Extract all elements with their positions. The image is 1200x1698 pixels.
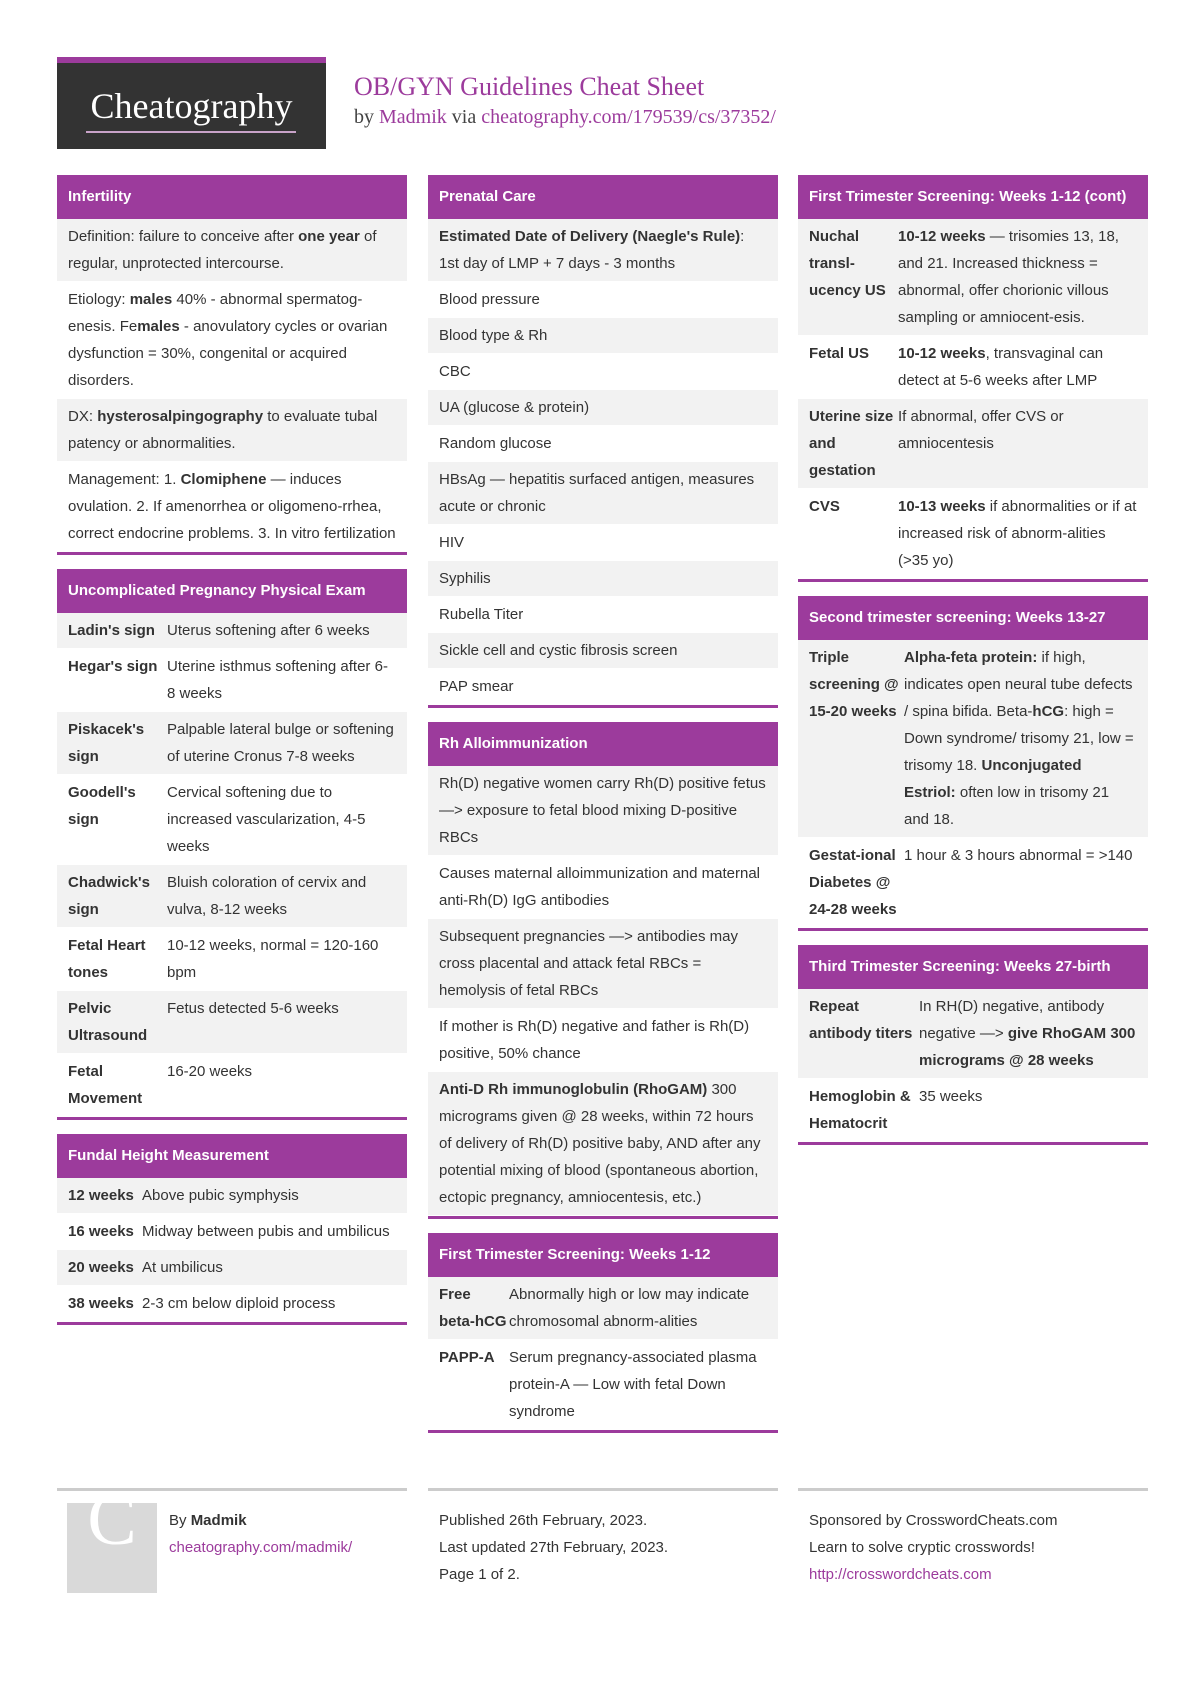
row-key: Uterine size and gestation xyxy=(809,408,894,479)
row-key: Goodell's sign xyxy=(68,784,136,828)
row-value xyxy=(167,1058,396,1112)
table-row xyxy=(57,865,407,928)
row-value xyxy=(167,869,396,923)
row-key: CVS xyxy=(809,498,840,515)
row-key: Pelvic Ultrasound xyxy=(68,1000,148,1044)
row-list xyxy=(57,613,407,1117)
bold-text: Clomiphene xyxy=(180,471,267,488)
row-value xyxy=(898,493,1137,574)
text: PAP smear xyxy=(439,678,514,695)
text: Syphilis xyxy=(439,570,491,587)
list-item xyxy=(428,766,778,856)
section-prenatal-care xyxy=(428,175,778,708)
row-key: Triple screening @ 15-20 weeks xyxy=(809,649,899,720)
text: Management: 1. xyxy=(68,471,181,488)
item-list xyxy=(57,219,407,552)
bold-text: Alpha-feta protein: xyxy=(904,649,1038,666)
text: HIV xyxy=(439,534,465,551)
list-item xyxy=(57,399,407,462)
section-third-trimester xyxy=(798,945,1148,1145)
row-value xyxy=(167,779,396,860)
column-2 xyxy=(428,175,778,1447)
table-row xyxy=(57,712,407,775)
list-item xyxy=(57,282,407,399)
item-list xyxy=(428,766,778,1216)
table-row xyxy=(798,1079,1148,1142)
list-item xyxy=(428,525,778,561)
bold-text: Estimated Date of Delivery (Naegle's Rule) xyxy=(439,228,741,245)
bold-text: 10-13 weeks xyxy=(898,498,986,515)
bold-text: hysterosalpingography xyxy=(97,408,264,425)
row-value xyxy=(898,340,1137,394)
table-row xyxy=(57,649,407,712)
text: , transvaginal can detect at 5-6 weeks after LMP xyxy=(898,345,1104,389)
text: DX: xyxy=(68,408,98,425)
section-title: Prenatal Care xyxy=(428,175,778,219)
footer-author-link[interactable]: cheatography.com/madmik/ xyxy=(169,1539,353,1556)
row-value xyxy=(142,1254,396,1281)
row-list xyxy=(798,640,1148,928)
section-title: Infertility xyxy=(57,175,407,219)
footer-sponsor-link[interactable]: http://crosswordcheats.com xyxy=(809,1566,992,1583)
list-item xyxy=(428,219,778,282)
text: At umbilicus xyxy=(142,1259,223,1276)
text: Serum pregnancy-associated plasma protein-A — Low with fetal Down syndrome xyxy=(509,1349,757,1420)
row-value xyxy=(167,932,396,986)
footer-sponsor-text xyxy=(809,1507,1057,1588)
section-title: First Trimester Screening: Weeks 1-12 xyxy=(428,1233,778,1277)
text: to evaluate tubal patency or abnormalities. xyxy=(68,408,378,452)
row-value xyxy=(142,1182,396,1209)
row-value xyxy=(167,995,396,1049)
table-row xyxy=(428,1277,778,1340)
row-value xyxy=(898,223,1137,331)
footer-page: Page 1 of 2. xyxy=(439,1566,520,1583)
table-row xyxy=(57,613,407,649)
row-key: 38 weeks xyxy=(68,1295,134,1312)
text: Causes maternal alloimmunization and maternal anti-Rh(D) IgG antibodies xyxy=(439,865,760,909)
table-row xyxy=(57,775,407,865)
footer-author xyxy=(57,1479,407,1598)
row-value xyxy=(919,993,1137,1074)
table-row xyxy=(57,1178,407,1214)
section-title: Uncomplicated Pregnancy Physical Exam xyxy=(57,569,407,613)
row-value xyxy=(898,403,1137,484)
section-first-trimester xyxy=(428,1233,778,1433)
text: Random glucose xyxy=(439,435,552,452)
text: Rh(D) negative women carry Rh(D) positive fetus —> exposure to fetal blood mixing D-positive RBCs xyxy=(439,775,766,846)
table-row xyxy=(798,219,1148,336)
page-title: OB/GYN Guidelines Cheat Sheet xyxy=(354,72,705,101)
text: - anovulatory cycles or ovarian dysfunction = 30%, congenital or acquired disorders. xyxy=(68,318,388,389)
list-item xyxy=(428,462,778,525)
row-list xyxy=(798,219,1148,579)
text: 2-3 cm below diploid process xyxy=(142,1295,336,1312)
logo-underline xyxy=(86,131,296,133)
text: Rubella Titer xyxy=(439,606,524,623)
section-first-trimester-cont xyxy=(798,175,1148,582)
table-row xyxy=(428,1340,778,1430)
text: : high = Down syndrome/ trisomy 21, low = trisomy 18. xyxy=(904,703,1134,774)
byline-url-link[interactable]: cheatography.com/179539/cs/37352/ xyxy=(481,106,776,128)
table-row xyxy=(798,489,1148,579)
row-list xyxy=(57,1178,407,1322)
list-item xyxy=(428,633,778,669)
text: If mother is Rh(D) negative and father is Rh(D) positive, 50% chance xyxy=(439,1018,750,1062)
row-key: Fetal Movement xyxy=(68,1063,143,1107)
table-row xyxy=(57,991,407,1054)
text: Palpable lateral bulge or softening of uterine Cronus 7-8 weeks xyxy=(167,721,394,765)
list-item xyxy=(428,669,778,705)
text: Blood pressure xyxy=(439,291,540,308)
table-row xyxy=(57,928,407,991)
row-key: Piskacek's sign xyxy=(68,721,145,765)
text: Fetus detected 5-6 weeks xyxy=(167,1000,339,1017)
text: often low in trisomy 21 and 18. xyxy=(904,784,1110,828)
footer-author-name: Madmik xyxy=(190,1512,247,1529)
row-key: Ladin's sign xyxy=(68,622,155,639)
text: Cervical softening due to increased vascularization, 4-5 weeks xyxy=(167,784,366,855)
list-item xyxy=(428,597,778,633)
list-item xyxy=(57,462,407,552)
row-key: Hemoglobin & Hematocrit xyxy=(809,1088,911,1132)
footer-sponsor-name: Sponsored by CrosswordCheats.com xyxy=(809,1512,1058,1529)
text: Bluish coloration of cervix and vulva, 8-12 weeks xyxy=(167,874,367,918)
text: Subsequent pregnancies —> antibodies may cross placental and attack fetal RBCs = hemolysis of fetal RBCs xyxy=(439,928,738,999)
byline xyxy=(354,106,776,129)
column-3 xyxy=(798,175,1148,1159)
row-value xyxy=(167,716,396,770)
section-infertility xyxy=(57,175,407,555)
text: In RH(D) negative, antibody negative —> xyxy=(919,998,1105,1042)
text: 1 hour & 3 hours abnormal = >140 xyxy=(904,847,1133,864)
text: Uterus softening after 6 weeks xyxy=(167,622,370,639)
text: if high, indicates open neural tube defects / spina bifida. Beta- xyxy=(904,649,1133,720)
row-value xyxy=(167,617,396,644)
section-second-trimester xyxy=(798,596,1148,931)
section-rh-alloimmunization xyxy=(428,722,778,1219)
text: CBC xyxy=(439,363,471,380)
bold-text: males xyxy=(129,291,173,308)
bold-text: Anti-D Rh immunoglobulin (RhoGAM) xyxy=(439,1081,708,1098)
footer-updated: Last updated 27th February, 2023. xyxy=(439,1539,669,1556)
list-item xyxy=(428,354,778,390)
footer-published: Published 26th February, 2023. xyxy=(439,1512,648,1529)
text: Definition: failure to conceive after xyxy=(68,228,299,245)
bold-text: give RhoGAM 300 micrograms @ 28 weeks xyxy=(919,1025,1136,1069)
text: 10-12 weeks, normal = 120-160 bpm xyxy=(167,937,379,981)
section-title: Rh Alloimmunization xyxy=(428,722,778,766)
avatar-letter: C xyxy=(87,1479,137,1561)
bold-text: 10-12 weeks xyxy=(898,345,986,362)
row-key: Chadwick's sign xyxy=(68,874,150,918)
table-row xyxy=(798,640,1148,838)
bold-text: males xyxy=(137,318,180,335)
footer-by: By xyxy=(169,1512,191,1529)
text: Etiology: xyxy=(68,291,130,308)
table-row xyxy=(57,1286,407,1322)
byline-via: via xyxy=(451,106,477,128)
text: 40% - abnormal spermatog-enesis. Fe xyxy=(68,291,363,335)
list-item xyxy=(428,1009,778,1072)
row-value xyxy=(509,1344,767,1425)
section-title: Third Trimester Screening: Weeks 27-birth xyxy=(798,945,1148,989)
row-list xyxy=(798,989,1148,1142)
footer-sponsor xyxy=(798,1488,1148,1598)
list-item xyxy=(428,856,778,919)
text: Blood type & Rh xyxy=(439,327,548,344)
list-item xyxy=(428,282,778,318)
table-row xyxy=(57,1214,407,1250)
list-item xyxy=(428,919,778,1009)
footer-dates xyxy=(428,1488,778,1598)
text: Above pubic symphysis xyxy=(142,1187,299,1204)
row-key: 16 weeks xyxy=(68,1223,134,1240)
row-key: Fetal Heart tones xyxy=(68,937,146,981)
text: Abnormally high or low may indicate chromosomal abnorm-alities xyxy=(509,1286,750,1330)
text: — induces ovulation. 2. If amenorrhea or oligomeno-rrhea, correct endocrine problems. 3. In vitro fertilization xyxy=(68,471,396,542)
text: UA (glucose & protein) xyxy=(439,399,590,416)
text: Sickle cell and cystic fibrosis screen xyxy=(439,642,678,659)
list-item xyxy=(428,1072,778,1216)
row-value xyxy=(919,1083,1137,1137)
section-title: Second trimester screening: Weeks 13-27 xyxy=(798,596,1148,640)
section-title: First Trimester Screening: Weeks 1-12 (cont) xyxy=(798,175,1148,219)
row-key: 20 weeks xyxy=(68,1259,134,1276)
logo-text: Cheatography xyxy=(90,86,293,126)
bold-text: hCG xyxy=(1032,703,1065,720)
footer-sponsor-tagline: Learn to solve cryptic crosswords! xyxy=(809,1539,1035,1556)
row-key: PAPP-A xyxy=(439,1349,495,1366)
section-fundal-height xyxy=(57,1134,407,1325)
section-title: Fundal Height Measurement xyxy=(57,1134,407,1178)
table-row xyxy=(798,838,1148,928)
bold-text: 10-12 weeks xyxy=(898,228,986,245)
footer-by-line xyxy=(169,1507,352,1534)
row-list xyxy=(428,1277,778,1430)
table-row xyxy=(798,336,1148,399)
column-1 xyxy=(57,175,407,1339)
item-list xyxy=(428,219,778,705)
table-row xyxy=(57,1250,407,1286)
avatar[interactable] xyxy=(67,1479,157,1593)
text: — trisomies 13, 18, and 21. Increased thickness = abnormal, offer chorionic villous sampling or amniocent-esis. xyxy=(898,228,1119,326)
row-value xyxy=(142,1218,396,1245)
row-key: Free beta-hCG xyxy=(439,1286,507,1330)
row-value xyxy=(904,644,1137,833)
row-value xyxy=(509,1281,767,1335)
text: of regular, unprotected intercourse. xyxy=(68,228,377,272)
list-item xyxy=(57,219,407,282)
row-key: 12 weeks xyxy=(68,1187,134,1204)
footer-author-text xyxy=(169,1507,352,1561)
table-row xyxy=(57,1054,407,1117)
text: If abnormal, offer CVS or amniocentesis xyxy=(898,408,1064,452)
row-key: Nuchal transl-ucency US xyxy=(809,228,886,299)
list-item xyxy=(428,390,778,426)
row-value xyxy=(904,842,1137,923)
row-key: Hegar's sign xyxy=(68,658,158,675)
text: Midway between pubis and umbilicus xyxy=(142,1223,390,1240)
table-row xyxy=(798,399,1148,489)
list-item xyxy=(428,426,778,462)
text: 300 micrograms given @ 28 weeks, within 72 hours of delivery of Rh(D) positive baby, AND after any potential mixing of blood (spontaneous abortion, ectopic pregnancy, amniocentesis, etc.) xyxy=(439,1081,761,1206)
row-value xyxy=(142,1290,396,1317)
text: 16-20 weeks xyxy=(167,1063,253,1080)
section-physical-exam xyxy=(57,569,407,1120)
text: 35 weeks xyxy=(919,1088,983,1105)
text: HBsAg — hepatitis surfaced antigen, measures acute or chronic xyxy=(439,471,755,515)
row-value xyxy=(167,653,396,707)
text: Uterine isthmus softening after 6-8 weeks xyxy=(167,658,388,702)
footer-dates-text xyxy=(439,1507,668,1588)
list-item xyxy=(428,561,778,597)
list-item xyxy=(428,318,778,354)
bold-text: one year xyxy=(298,228,360,245)
row-key: Repeat antibody titers xyxy=(809,998,913,1042)
text: : 1st day of LMP + 7 days - 3 months xyxy=(439,228,745,272)
text: if abnormalities or if at increased risk of abnorm-alities (>35 yo) xyxy=(898,498,1137,569)
byline-by: by xyxy=(354,106,374,128)
cheatography-logo[interactable] xyxy=(57,57,326,149)
byline-author-link[interactable]: Madmik xyxy=(379,106,447,128)
row-key: Fetal US xyxy=(809,345,870,362)
bold-text: Unconjugated Estriol: xyxy=(904,757,1082,801)
table-row xyxy=(798,989,1148,1079)
row-key: Gestat-ional Diabetes @ 24-28 weeks xyxy=(809,847,897,918)
